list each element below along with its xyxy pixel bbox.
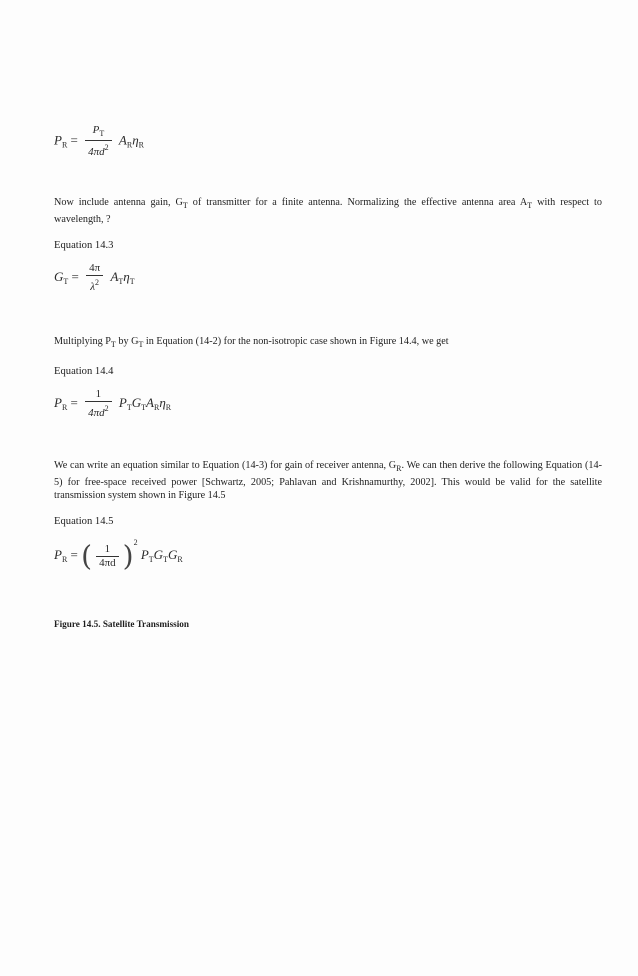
eq-denominator: λ [90,281,96,293]
paragraph-receiver-gain [54,459,602,503]
eq-subscript: R [61,140,68,150]
equation-satellite-power: $P_R$ = ( $\frac{1}{4\pi d}$ )$^2$ $P_TG_TG_R$ [54,538,183,573]
eq-superscript: 2 [95,278,100,287]
text-run: Multiplying P [54,336,111,347]
left-paren: ( [81,539,93,573]
eq-fraction [85,388,112,420]
eq-symbol: η [159,394,166,410]
eq-symbol: A [146,394,154,410]
eq-numerator: P [92,124,100,136]
eq-numerator: 4π [86,262,103,276]
figure-caption: Figure 14.5. Satellite Transmission [54,619,190,629]
text-run: of transmitter for a finite antenna. Normalizing the effective antenna area A [187,197,528,208]
eq-symbol: P [140,547,149,562]
eq-subscript: T [148,555,154,564]
eq-symbol: P [118,394,127,410]
eq-subscript: R [177,555,183,564]
eq-subscript: R [153,402,160,412]
eq-subscript: T [99,129,105,138]
eq-symbol: G [167,547,178,562]
eq-symbol: P [54,132,62,148]
eq-subscript: T [129,276,135,286]
eq-subscript: T [141,402,147,412]
right-paren: ) [122,539,134,573]
text-run: in Equation (14-2) for the non-isotropic case shown in Figure 14.4, we get [143,336,449,347]
text-run: by G [115,336,139,347]
eq-denominator: 4πd [88,146,105,158]
equation-free-space-power: $P_R$ = $\frac{P_T}{4\pi d^2}$ $A_R\eta_R$ [54,124,144,158]
equation-gain: $G_T$ = $\frac{4\pi}{\lambda^2}$ $A_T\eta_T$ [54,262,135,293]
eq-superscript: 2 [104,143,109,152]
equation-label: Equation 14.4 [54,366,114,377]
eq-subscript: R [138,140,144,150]
equation-received-power: $P_R$ = $\frac{1}{4\pi d^2}$ $P_TG_TA_R\eta_R$ [54,388,172,419]
eq-symbol: G [131,394,142,410]
eq-symbol: η [123,268,130,284]
text-subscript: R [396,464,402,473]
text-run: . We can then derive the following Equation (14-5) for free-space received power [Schwartz, 2005; Pahlavan and Krishnamurthy, 2002]. This would be valid for the satellite transmission system shown in Figure 14.5 [54,460,602,502]
eq-superscript: 2 [133,538,138,547]
text-run: We can write an equation similar to Equation (14-3) for gain of receiver antenna, G [54,460,397,471]
text-run: with respect to wavelength, ? [54,197,602,225]
eq-symbol: P [54,394,62,410]
eq-subscript: R [126,140,133,150]
text-subscript: T [527,201,533,210]
eq-symbol: η [132,132,139,148]
eq-subscript: T [63,276,69,286]
eq-numerator: 1 [96,543,119,557]
eq-denominator: 4πd [88,407,105,419]
eq-subscript: T [163,555,168,564]
eq-symbol: A [118,132,127,148]
equation-label: Equation 14.3 [54,240,114,251]
eq-symbol: G [153,547,164,562]
eq-fraction [96,543,119,570]
equation-label: Equation 14.5 [54,516,114,527]
eq-subscript: R [61,555,68,564]
eq-symbol: A [110,268,119,284]
text-subscript: T [110,340,116,349]
eq-superscript: 2 [104,404,109,413]
eq-subscript: R [61,402,68,412]
paragraph-multiplying [54,335,602,352]
eq-denominator: 4πd [99,556,116,569]
eq-subscript: R [165,402,172,412]
eq-fraction [86,262,103,294]
eq-symbol: G [54,268,64,284]
paragraph-antenna-gain [54,196,602,226]
eq-numerator: 1 [85,388,112,402]
eq-symbol: P [54,547,62,562]
text-subscript: T [182,201,188,210]
text-run: Now include antenna gain, G [54,197,183,208]
eq-subscript: T [118,276,124,286]
eq-fraction [85,124,112,159]
text-subscript: T [138,340,144,349]
eq-subscript: T [126,402,132,412]
